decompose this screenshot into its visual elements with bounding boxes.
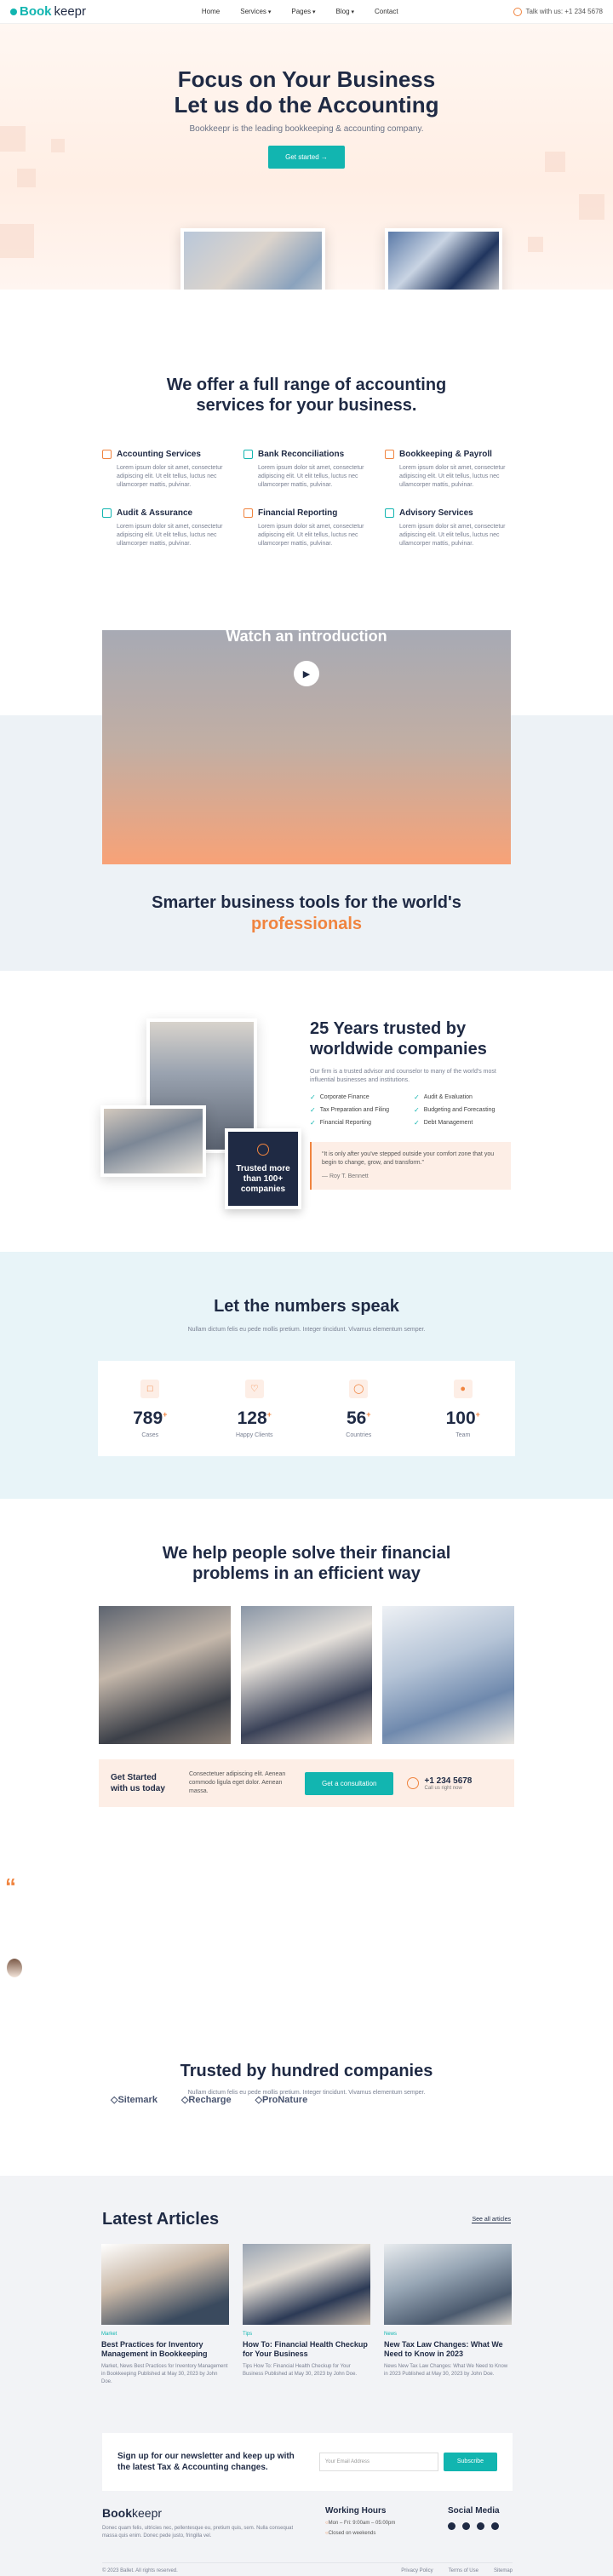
check-list	[310, 1093, 511, 1127]
testimonial-section	[0, 1856, 613, 2027]
help-photo-celebration	[99, 1606, 231, 1744]
footer-brand-a: Book	[102, 2506, 132, 2520]
stat-plus: +	[366, 1409, 371, 1419]
stat-plus: +	[266, 1409, 272, 1419]
check-item: ✓ Audit & Evaluation	[414, 1093, 511, 1101]
play-icon: ▶	[302, 668, 311, 680]
stat-plus: +	[475, 1409, 480, 1419]
user-icon	[385, 450, 394, 459]
stat-label: Team	[455, 1431, 471, 1438]
chat-icon	[385, 508, 394, 518]
globe-icon: ◯	[349, 1380, 368, 1398]
article-image	[101, 2244, 229, 2325]
newsletter-title-1: Sign up for our newsletter and keep up with	[117, 2452, 295, 2461]
badge-line: Trusted more	[236, 1164, 290, 1173]
gs-desc: Consectetuer adipiscing elit. Aenean commodo ligula eget dolor. Aenean massa.	[189, 1771, 286, 1794]
linkedin-icon[interactable]	[477, 2522, 484, 2530]
trusted-title	[310, 1018, 511, 1059]
video-title: Watch an introduction	[226, 628, 387, 645]
stats-card	[98, 1361, 515, 1456]
see-all-articles-link[interactable]: See all articles	[472, 2216, 511, 2223]
hero-subtitle: Bookkeepr is the leading bookkeeping & accounting company.	[189, 124, 424, 134]
top-nav	[0, 0, 613, 24]
service-desc: Lorem ipsum dolor sit amet, consectetur adipiscing elit. Ut elit tellus, luctus nec ullamcorper mattis, pulvinar.	[258, 524, 364, 547]
menu-pages[interactable]: Pages ▾	[291, 8, 315, 15]
trusted-photo-office	[100, 1105, 206, 1177]
hero-photo-business	[385, 228, 502, 290]
gs-phone[interactable]	[407, 1776, 472, 1791]
companies-title: Trusted by hundred companies	[180, 2062, 433, 2080]
decor-square	[545, 152, 565, 172]
stat-value: 100	[445, 1408, 476, 1428]
stat-cases	[98, 1380, 203, 1438]
stat-team	[411, 1380, 516, 1438]
subscribe-button[interactable]: Subscribe	[444, 2453, 497, 2471]
logo-recharge: ◇ Recharge	[181, 2094, 232, 2105]
article-tag[interactable]: Tips	[243, 2332, 253, 2337]
stat-label: Cases	[141, 1431, 159, 1438]
article-title[interactable]: Best Practices for Inventory Management in Bookkeeping	[101, 2340, 208, 2358]
badge-line: companies	[240, 1185, 286, 1194]
help-photo-charts	[382, 1606, 514, 1744]
article-title[interactable]: How To: Financial Health Checkup for Your Business	[243, 2340, 368, 2358]
trusted-title-line-1: 25 Years trusted by	[310, 1019, 467, 1038]
video-section	[0, 630, 613, 971]
footer-brand-b: keepr	[132, 2506, 163, 2520]
numbers-section	[0, 1252, 613, 1499]
menu-home[interactable]: Home	[201, 8, 221, 15]
smart-tools-heading	[0, 892, 613, 935]
article-tag[interactable]: News	[384, 2332, 398, 2337]
main-menu	[202, 8, 398, 15]
help-photo-meeting	[241, 1606, 373, 1744]
decor-square	[51, 139, 65, 152]
article-meta: Market, News Best Practices for Inventory Management in Bookkeeping Published at May 30, 2023 by John Doe.	[101, 2364, 228, 2384]
play-button[interactable]	[294, 661, 319, 686]
avatar	[7, 1959, 22, 1977]
service-card[interactable]	[243, 508, 370, 548]
hero-title-line-1: Focus on Your Business	[177, 66, 436, 92]
gs-phone-number: +1 234 5678	[424, 1776, 473, 1786]
stat-value: 128	[237, 1408, 267, 1428]
help-title-line-2: problems in an efficient way	[192, 1564, 421, 1583]
hours-title: Working Hours	[325, 2506, 387, 2516]
service-title: Accounting Services	[117, 450, 201, 459]
stat-label: Countries	[346, 1431, 372, 1438]
hero-photo-team	[180, 228, 325, 290]
smart-accent: professionals	[250, 915, 363, 933]
menu-contact[interactable]: Contact	[375, 8, 398, 15]
facebook-icon[interactable]	[448, 2522, 455, 2530]
service-desc: Lorem ipsum dolor sit amet, consectetur adipiscing elit. Ut elit tellus, luctus nec ullamcorper mattis, pulvinar.	[399, 524, 506, 547]
companies-section	[0, 2027, 613, 2176]
article-image	[384, 2244, 512, 2325]
menu-services[interactable]: Services ▾	[240, 8, 271, 15]
hours-line: ○ Mon – Fri: 9:00am – 05:00pm	[325, 2521, 448, 2526]
check-item: ✓ Financial Reporting	[310, 1119, 407, 1127]
article-title[interactable]: New Tax Law Changes: What We Need to Know in 2023	[384, 2340, 503, 2358]
decor-square	[0, 126, 26, 152]
smart-title: Smarter business tools for the world's	[152, 893, 461, 912]
service-card[interactable]	[385, 450, 511, 490]
quote-text: “It is only after you've stepped outside your comfort zone that you begin to change, grow, and transform.”	[322, 1151, 495, 1166]
check-item: ✓ Corporate Finance	[310, 1093, 407, 1101]
stat-value: 56	[346, 1408, 367, 1428]
report-icon	[243, 508, 253, 518]
consultation-button[interactable]: Get a consultation	[305, 1772, 393, 1795]
footer-bottom	[102, 2562, 513, 2573]
newsletter-box	[102, 2433, 513, 2491]
article-card[interactable]	[243, 2244, 370, 2386]
briefcase-icon: □	[140, 1380, 159, 1398]
quote-box	[310, 1142, 511, 1190]
hero-section	[0, 24, 613, 290]
stat-plus: +	[163, 1409, 168, 1419]
article-card[interactable]	[101, 2244, 229, 2386]
hours-line: ○ Closed on weekends	[325, 2531, 448, 2536]
hero-title-line-2: Let us do the Accounting	[174, 92, 439, 118]
bank-icon	[243, 450, 253, 459]
company-logos	[111, 2094, 307, 2105]
numbers-title: Let the numbers speak	[214, 1297, 399, 1316]
footer-logo[interactable]	[102, 2506, 325, 2520]
service-card[interactable]	[102, 508, 228, 548]
service-title: Bank Reconciliations	[258, 450, 345, 459]
logo-sitemark: ◇ Sitemark	[111, 2094, 158, 2105]
get-started-button[interactable]: Get started →	[268, 146, 345, 169]
check-item: ✓ Tax Preparation and Filing	[310, 1106, 407, 1114]
email-input[interactable]: Your Email Address	[319, 2453, 438, 2471]
article-meta: Tips How To: Financial Health Checkup for Your Business Published at May 30, 2023 by John Doe.	[243, 2364, 358, 2377]
badge-line: than 100+	[243, 1174, 284, 1184]
menu-blog[interactable]: Blog ▾	[336, 8, 354, 15]
phone-icon	[513, 8, 522, 16]
intro-video[interactable]	[102, 630, 511, 864]
stat-value: 789	[133, 1408, 163, 1428]
youtube-icon[interactable]	[491, 2522, 499, 2530]
quote-icon: “	[5, 1873, 16, 1899]
gs-phone-sub: Call us right now	[424, 1785, 462, 1791]
service-title: Audit & Assurance	[117, 508, 193, 518]
service-card[interactable]	[243, 450, 370, 490]
footer-desc: Donec quam felis, ultricies nec, pellentesque eu, pretium quis, sem. Nulla consequat massa quis enim. Donec pede justo, fringilla vel.	[102, 2526, 294, 2539]
articles-section	[0, 2176, 613, 2576]
heart-icon: ♡	[245, 1380, 264, 1398]
service-card[interactable]	[385, 508, 511, 548]
terms-link[interactable]: Terms of Use	[448, 2568, 478, 2573]
services-section	[0, 290, 613, 630]
gs-title-2: with us today	[111, 1784, 165, 1793]
nav-phone-text: Talk with us: +1 234 5678	[525, 8, 603, 15]
decor-square	[17, 169, 36, 187]
social-title: Social Media	[448, 2506, 500, 2516]
trusted-section	[0, 971, 613, 1252]
stat-countries	[306, 1380, 411, 1438]
service-card[interactable]	[102, 450, 228, 490]
twitter-icon[interactable]	[462, 2522, 470, 2530]
user-icon: ●	[454, 1380, 473, 1398]
article-tag[interactable]: Market	[101, 2332, 117, 2337]
service-desc: Lorem ipsum dolor sit amet, consectetur adipiscing elit. Ut elit tellus, luctus nec ullamcorper mattis, pulvinar.	[399, 465, 506, 488]
trusted-desc: Our firm is a trusted advisor and counselor to many of the world's most influential businesses and institutions.	[310, 1069, 496, 1083]
phone-icon	[407, 1777, 419, 1789]
copyright: © 2023 Ballet. All rights reserved.	[102, 2568, 178, 2573]
article-card[interactable]	[384, 2244, 512, 2386]
service-desc: Lorem ipsum dolor sit amet, consectetur adipiscing elit. Ut elit tellus, luctus nec ullamcorper mattis, pulvinar.	[117, 465, 223, 488]
services-title-line-2: services for your business.	[196, 396, 417, 415]
stat-clients	[203, 1380, 307, 1438]
articles-title: Latest Articles	[102, 2210, 220, 2229]
service-title: Advisory Services	[399, 508, 473, 518]
help-title-line-1: We help people solve their financial	[162, 1544, 451, 1563]
article-meta: News New Tax Law Changes: What We Need to Know in 2023 Published at May 30, 2023 by John Doe.	[384, 2364, 508, 2377]
award-icon	[257, 1144, 269, 1156]
help-section	[0, 1499, 613, 1856]
service-desc: Lorem ipsum dolor sit amet, consectetur adipiscing elit. Ut elit tellus, luctus nec ullamcorper mattis, pulvinar.	[258, 465, 364, 488]
gs-title-1: Get Started	[111, 1773, 157, 1782]
stat-label: Happy Clients	[235, 1431, 273, 1438]
sitemap-link[interactable]: Sitemap	[493, 2568, 513, 2573]
article-image	[243, 2244, 370, 2325]
quote-author: — Roy T. Bennett	[322, 1173, 369, 1179]
brand-name-a: Book	[20, 4, 52, 19]
service-desc: Lorem ipsum dolor sit amet, consectetur adipiscing elit. Ut elit tellus, luctus nec ullamcorper mattis, pulvinar.	[117, 524, 223, 547]
newsletter-title-2: the latest Tax & Accounting changes.	[117, 2463, 268, 2472]
help-title	[0, 1543, 613, 1584]
companies-sub: Nullam dictum felis eu pede mollis pretium. Integer tincidunt. Vivamus elementum semper.	[187, 2090, 426, 2096]
check-item: ✓ Debt Management	[414, 1119, 511, 1127]
logo-mark-icon	[10, 9, 17, 15]
numbers-sub: Nullam dictum felis eu pede mollis pretium. Integer tincidunt. Vivamus elementum semper.	[187, 1327, 426, 1333]
service-title: Bookkeeping & Payroll	[399, 450, 492, 459]
services-title	[0, 375, 613, 416]
nav-phone[interactable]	[513, 8, 603, 16]
brand-name-b: keepr	[54, 4, 87, 19]
check-item: ✓ Budgeting and Forecasting	[414, 1106, 511, 1114]
get-started-banner	[99, 1759, 514, 1807]
services-title-line-1: We offer a full range of accounting	[166, 376, 447, 394]
service-title: Financial Reporting	[258, 508, 338, 518]
document-icon	[102, 450, 112, 459]
trusted-badge	[225, 1128, 301, 1209]
privacy-link[interactable]: Privacy Policy	[401, 2568, 433, 2573]
hero-title	[0, 24, 613, 118]
chart-pie-icon	[102, 508, 112, 518]
logo-pronature: ◇ ProNature	[255, 2094, 308, 2105]
brand-logo[interactable]	[10, 4, 86, 19]
trusted-title-line-2: worldwide companies	[310, 1040, 487, 1059]
